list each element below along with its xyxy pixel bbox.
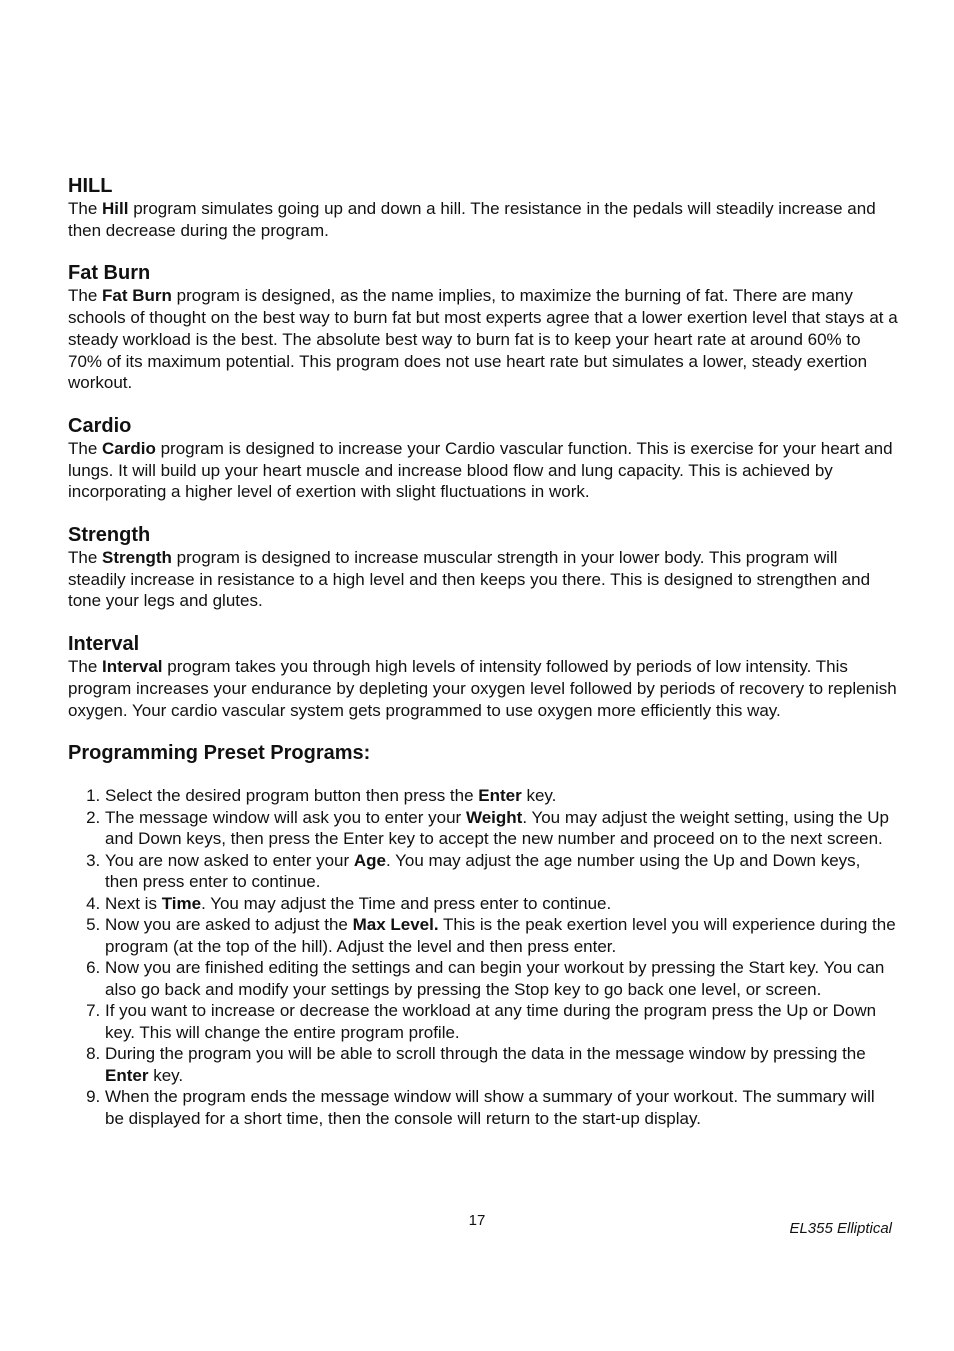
footer-model-name: EL355 Elliptical — [789, 1220, 892, 1237]
list-item: 7. If you want to increase or decrease the workload at any time during the program press the Up or Down key. This will change the entire program profile. — [105, 1000, 898, 1043]
section-strength — [68, 523, 898, 612]
section-heading: Cardio — [68, 414, 132, 437]
section-hill — [68, 174, 898, 241]
section-paragraph: The Interval program takes you through high levels of intensity followed by periods of low intensity. This program increases your endurance by depleting your oxygen level followed by periods of recovery to replenish oxygen. Your cardio vascular system gets programmed to use oxygen more efficiently this way. — [68, 657, 897, 720]
list-item: 4. Next is Time. You may adjust the Time and press enter to continue. — [105, 893, 898, 915]
page-number: 17 — [468, 1212, 486, 1229]
section-heading: Interval — [68, 633, 140, 656]
programming-steps-list — [68, 785, 898, 1129]
section-cardio — [68, 414, 898, 503]
section-heading: Fat Burn — [68, 262, 151, 285]
list-item: 6. Now you are finished editing the settings and can begin your workout by pressing the Start key. You can also go back and modify your settings by pressing the Stop key to go back one level, or screen. — [105, 957, 898, 1000]
list-item: 2. The message window will ask you to enter your Weight. You may adjust the weight setting, using the Up and Down keys, then press the Enter key to accept the new number and proceed on to the next screen. — [105, 807, 898, 850]
programming-heading: Programming Preset Programs: — [68, 742, 371, 765]
section-paragraph: The Hill program simulates going up and down a hill. The resistance in the pedals will steadily increase and then decrease during the program. — [68, 199, 876, 240]
list-item: 5. Now you are asked to adjust the Max Level. This is the peak exertion level you will experience during the program (at the top of the hill). Adjust the level and then press enter. — [105, 914, 898, 957]
section-paragraph: The Strength program is designed to increase muscular strength in your lower body. This program will steadily increase in resistance to a high level and then keeps you there. This is designed to strengthen and tone your legs and glutes. — [68, 548, 871, 611]
list-item: 3. You are now asked to enter your Age. You may adjust the age number using the Up and Down keys, then press enter to continue. — [105, 850, 898, 893]
list-item: 8. During the program you will be able to scroll through the data in the message window by pressing the Enter key. — [105, 1043, 898, 1086]
section-interval — [68, 632, 898, 721]
section-heading: HILL — [68, 175, 113, 197]
section-paragraph: The Fat Burn program is designed, as the name implies, to maximize the burning of fat. There are many schools of thought on the best way to burn fat but most experts agree that a lower exertion level that stays at a steady workload is the best. The absolute best way to burn fat is to keep your heart rate at around 60% to 70% of its maximum potential. This program does not use heart rate but simulates a lower, steady exertion workout. — [68, 286, 898, 393]
list-item: 1. Select the desired program button then press the Enter key. — [105, 785, 898, 807]
list-item: 9. When the program ends the message window will show a summary of your workout. The summary will be displayed for a short time, then the console will return to the start-up display. — [105, 1086, 898, 1129]
section-fat-burn — [68, 261, 898, 394]
section-paragraph: The Cardio program is designed to increase your Cardio vascular function. This is exercise for your heart and lungs. It will build up your heart muscle and increase blood flow and lung capacity. This is achieved by incorporating a higher level of exertion with slight fluctuations in work. — [68, 438, 893, 502]
document-body — [68, 174, 898, 1129]
section-heading: Strength — [68, 524, 151, 547]
